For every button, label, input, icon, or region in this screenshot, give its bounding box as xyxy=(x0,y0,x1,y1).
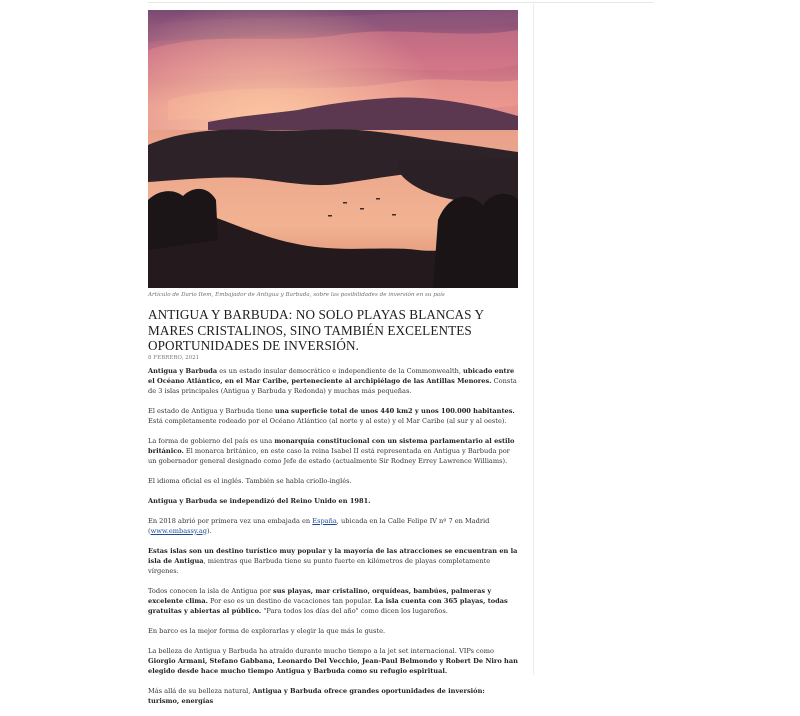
bold-text: Antigua y Barbuda se independizó del Reino Unido en 1981. xyxy=(148,496,371,505)
link-embassy-website[interactable]: www.embassy.ag xyxy=(150,526,207,535)
paragraph xyxy=(148,476,518,486)
text: , mientras que Barbuda tiene su punto fuerte en kilómetros de playas completamente vírgenes. xyxy=(148,556,491,575)
article-date: 8 FEBRERO, 2021 xyxy=(148,354,200,361)
text: El monarca británico, en este caso la reina Isabel II está representada en Antigua y Barbuda por un gobernador general designado como Jefe de estado (actualmente Sir Rodney Errey Lawrence Williams). xyxy=(148,446,510,465)
text: Está completamente rodeado por el Océano Atlántico (al norte y al este) y el Mar Caribe (al sur y al oeste). xyxy=(148,416,507,425)
text: El idioma oficial es el inglés. También se habla criollo-inglés. xyxy=(148,476,352,485)
paragraph xyxy=(148,586,518,616)
paragraph xyxy=(148,366,518,396)
sidebar-divider xyxy=(533,4,534,675)
text: La belleza de Antigua y Barbuda ha atraído durante mucho tiempo a la jet set internacional. VIPs como xyxy=(148,646,494,655)
text: En 2018 abrió por primera vez una embajada en xyxy=(148,516,313,525)
text: En barco es la mejor forma de explorarlas y elegir la que más le guste. xyxy=(148,626,386,635)
bold-text: Antigua y Barbuda ofrece grandes oportunidades de inversión: turismo, energías xyxy=(148,686,485,705)
bold-text: Giorgio Armani, Stefano Gabbana, Leonardo Del Vecchio, Jean-Paul Belmondo y Robert De Niro han elegido desde hace mucho tiempo Antigua y Barbuda como su refugio espiritual. xyxy=(148,656,518,675)
bold-text: sus playas, mar cristalino, orquídeas, bambúes, palmeras y excelente clima. xyxy=(148,586,492,605)
text: El estado de Antigua y Barbuda tiene xyxy=(148,406,276,415)
text: Por eso es un destino de vacaciones tan popular. xyxy=(207,596,375,605)
text: "Para todos los días del año" como dicen los lugareños. xyxy=(261,606,448,615)
article-title: ANTIGUA Y BARBUDA: NO SOLO PLAYAS BLANCAS Y MARES CRISTALINOS, SINO TAMBIÉN EXCELENTES OPORTUNIDADES DE INVERSIÓN. xyxy=(148,307,484,353)
article-body xyxy=(148,366,518,706)
text: Todos conocen la isla de Antigua por xyxy=(148,586,274,595)
text: , ubicada en la Calle Felipe IV nº 7 en Madrid ( xyxy=(148,516,490,535)
bold-text: Antigua y Barbuda xyxy=(148,366,218,375)
bold-text: una superficie total de unos 440 km2 y unos 100.000 habitantes. xyxy=(275,406,515,415)
text: La forma de gobierno del país es una xyxy=(148,436,275,445)
paragraph xyxy=(148,496,518,506)
paragraph xyxy=(148,546,518,576)
sunset-bay-photo xyxy=(148,10,518,288)
paragraph xyxy=(148,406,518,426)
text: Más allá de su belleza natural, xyxy=(148,686,253,695)
text: Consta de 3 islas principales (Antigua y Barbuda y Redonda) y muchas más pequeñas. xyxy=(148,376,517,395)
bold-text: monarquía constitucional con un sistema parlamentario al estilo británico. xyxy=(148,436,515,455)
paragraph xyxy=(148,626,518,636)
image-caption: Artículo de Dario Item, Embajador de Antigua y Barbuda, sobre las posibilidades de inversión en su país xyxy=(148,292,445,298)
paragraph xyxy=(148,646,518,676)
bold-text: La isla cuenta con 365 playas, todas gratuitas y abiertas al público. xyxy=(148,596,508,615)
text: ). xyxy=(207,526,212,535)
paragraph xyxy=(148,686,518,706)
header-divider xyxy=(148,2,653,3)
article xyxy=(148,10,518,716)
text: es un estado insular democrático e independiente de la Commonwealth, xyxy=(217,366,464,375)
link-espana[interactable]: España xyxy=(312,516,337,525)
paragraph xyxy=(148,516,518,536)
bold-text: ubicado entre el Océano Atlántico, en el Mar Caribe, perteneciente al archipiélago de las Antillas Menores. xyxy=(148,366,515,385)
bold-text: Estas islas son un destino turístico muy popular y la mayoría de las atracciones se encuentran en la isla de Antigua xyxy=(148,546,518,565)
paragraph xyxy=(148,436,518,466)
